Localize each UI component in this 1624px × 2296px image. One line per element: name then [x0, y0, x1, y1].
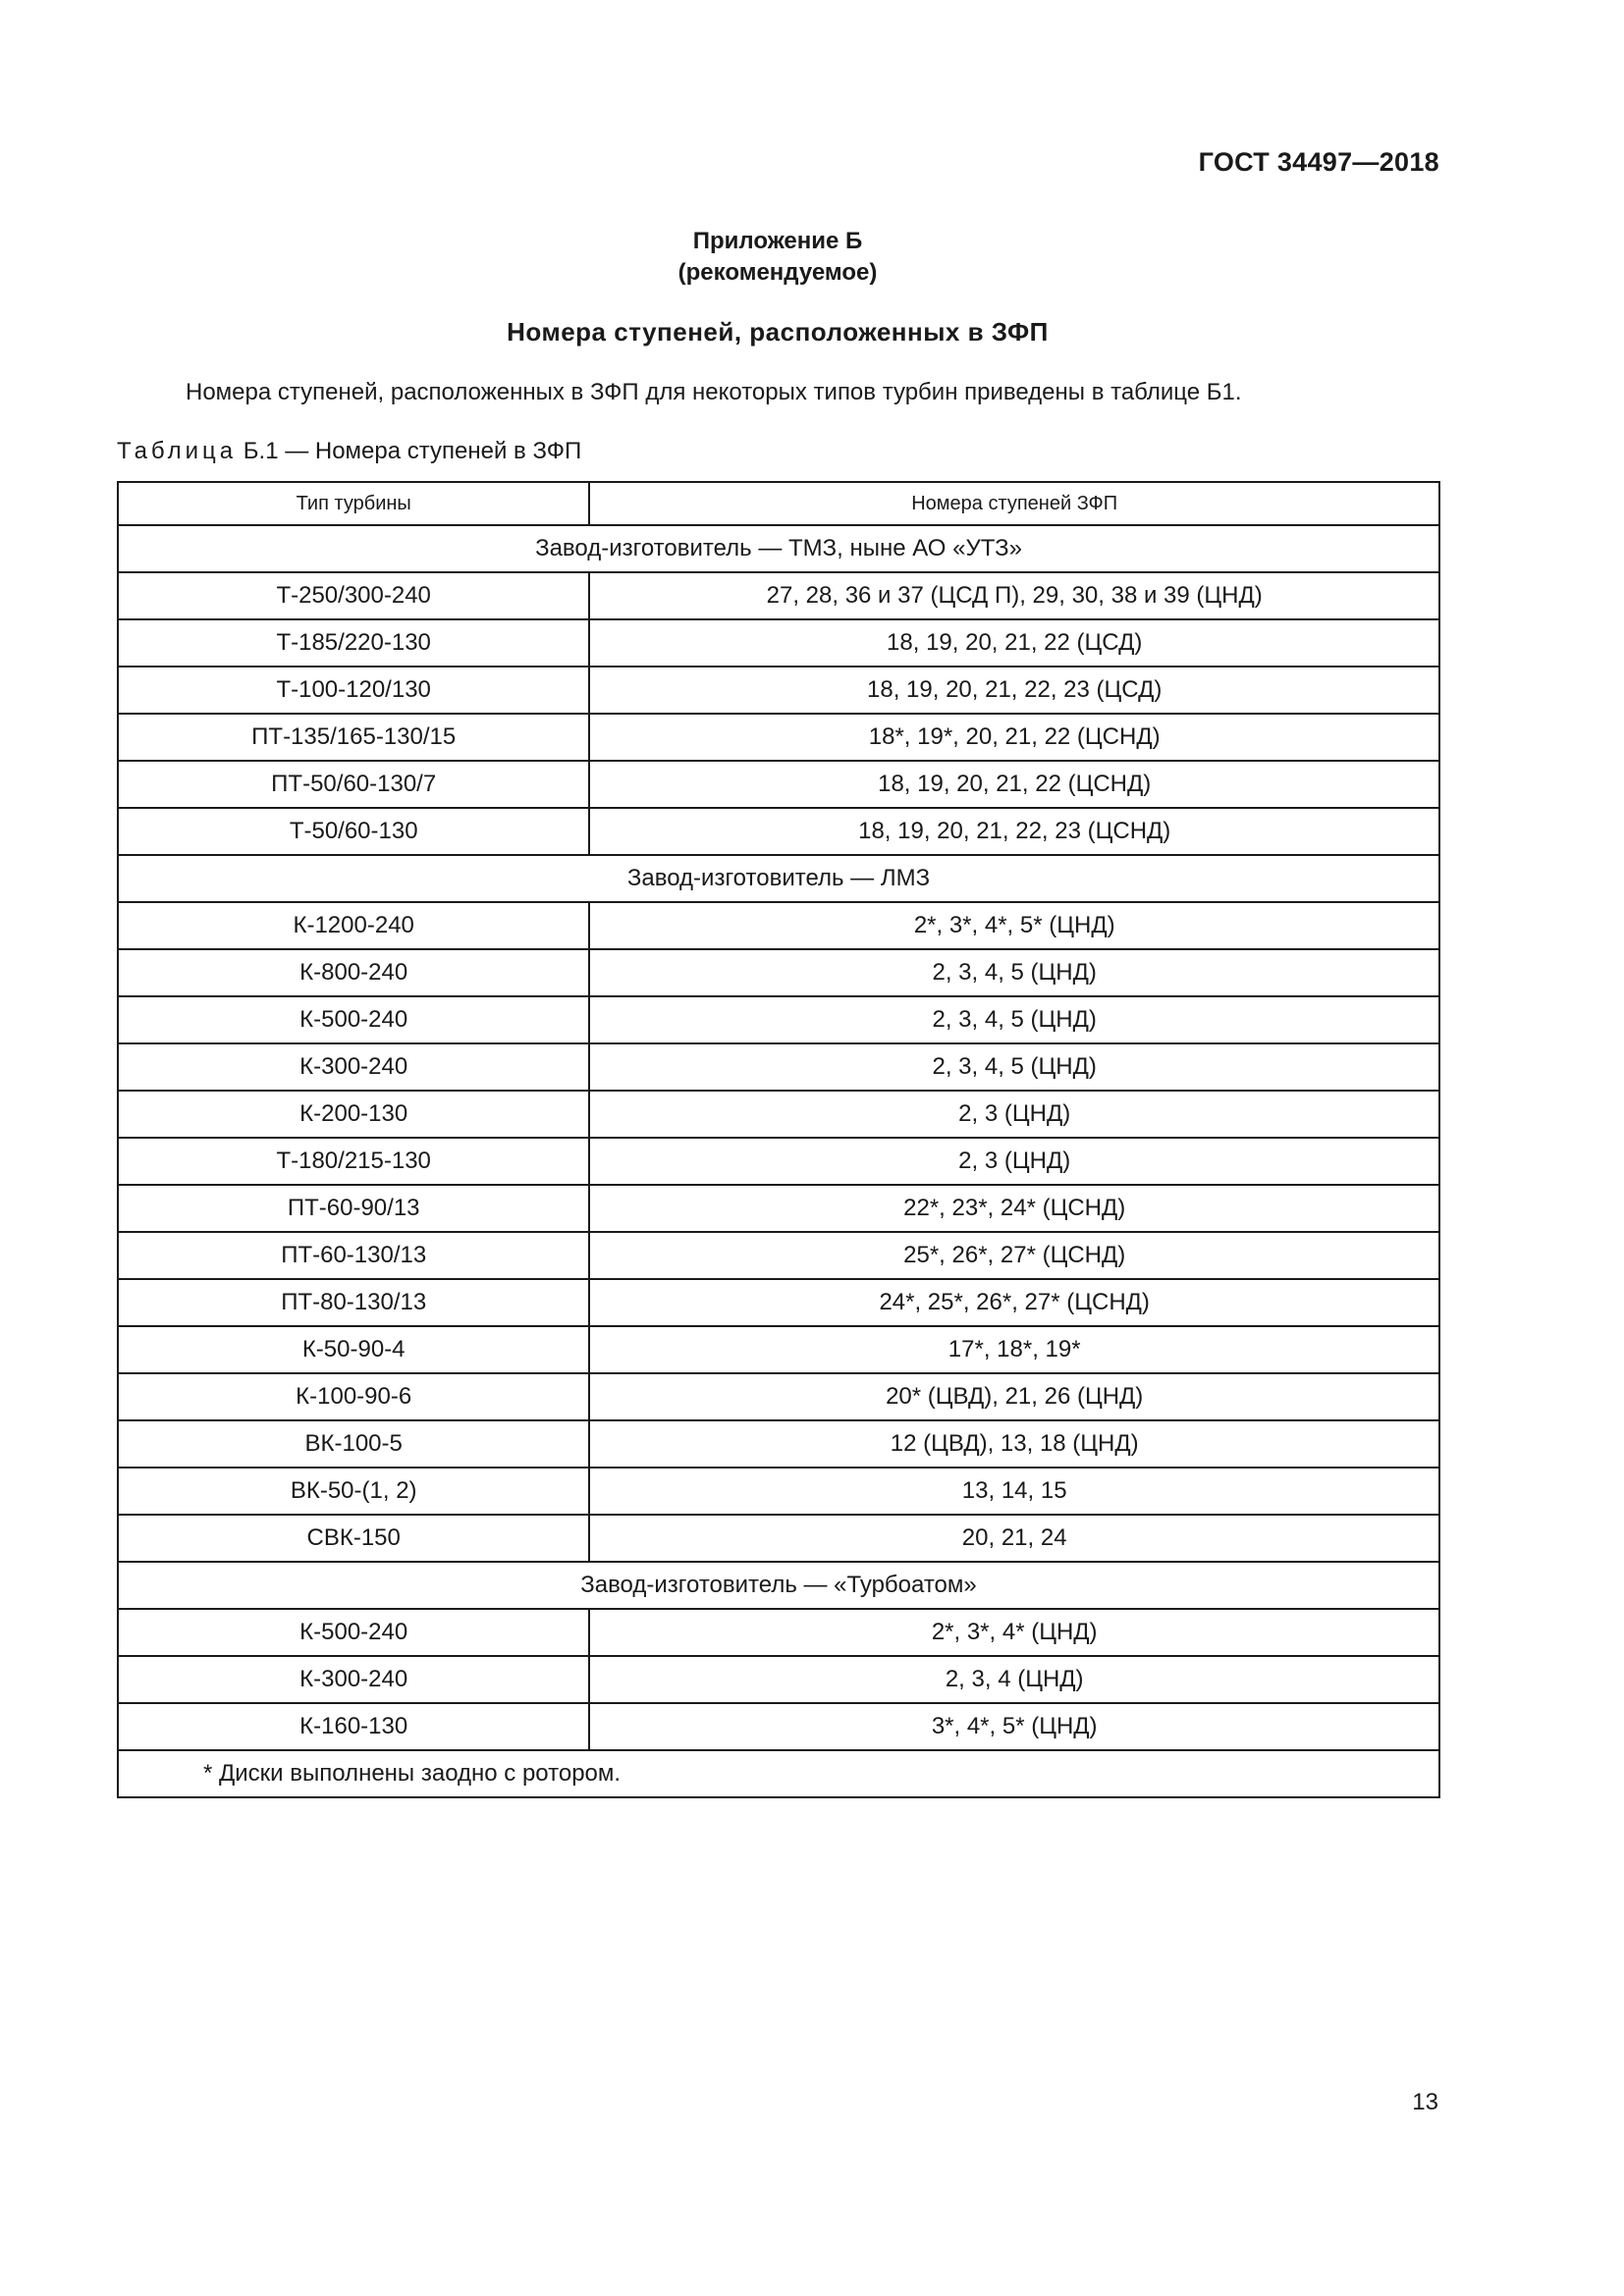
turbine-type-cell: ПТ-60-90/13 — [118, 1185, 589, 1232]
column-header-turbine-type: Тип турбины — [118, 482, 589, 525]
table-row — [118, 1043, 1439, 1091]
turbine-type-cell: К-300-240 — [118, 1656, 589, 1703]
stage-numbers-cell: 2, 3, 4, 5 (ЦНД) — [589, 1043, 1439, 1091]
stage-numbers-cell: 2, 3 (ЦНД) — [589, 1091, 1439, 1138]
manufacturer-group-row — [118, 1562, 1439, 1609]
document-code: ГОСТ 34497—2018 — [1198, 147, 1439, 177]
turbine-type-cell: СВК-150 — [118, 1515, 589, 1562]
table-row — [118, 1326, 1439, 1373]
turbine-type-cell: ПТ-50/60-130/7 — [118, 761, 589, 808]
table-row — [118, 1656, 1439, 1703]
table-row — [118, 1373, 1439, 1420]
stage-numbers-cell: 17*, 18*, 19* — [589, 1326, 1439, 1373]
turbine-type-cell: ВК-50-(1, 2) — [118, 1468, 589, 1515]
stage-numbers-cell: 20, 21, 24 — [589, 1515, 1439, 1562]
stage-numbers-cell: 25*, 26*, 27* (ЦСНД) — [589, 1232, 1439, 1279]
stage-numbers-cell: 20* (ЦВД), 21, 26 (ЦНД) — [589, 1373, 1439, 1420]
appendix-status: (рекомендуемое) — [677, 259, 878, 286]
table-row — [118, 1609, 1439, 1656]
appendix-title: Приложение Б — [692, 228, 863, 254]
table-row — [118, 1468, 1439, 1515]
page-number: 13 — [1412, 2089, 1438, 2115]
stage-numbers-cell: 13, 14, 15 — [589, 1468, 1439, 1515]
turbine-stages-table — [117, 481, 1440, 1798]
turbine-type-cell: К-50-90-4 — [118, 1326, 589, 1373]
turbine-type-cell: Т-100-120/130 — [118, 667, 589, 714]
table-body — [118, 525, 1439, 1797]
stage-numbers-cell: 3*, 4*, 5* (ЦНД) — [589, 1703, 1439, 1750]
stage-numbers-cell: 2, 3, 4 (ЦНД) — [589, 1656, 1439, 1703]
stage-numbers-cell: 24*, 25*, 26*, 27* (ЦСНД) — [589, 1279, 1439, 1326]
table-row — [118, 902, 1439, 949]
stage-numbers-cell: 2, 3 (ЦНД) — [589, 1138, 1439, 1185]
stage-numbers-cell: 22*, 23*, 24* (ЦСНД) — [589, 1185, 1439, 1232]
appendix-block — [0, 226, 1555, 289]
table-caption-prefix: Таблица — [117, 438, 238, 464]
turbine-type-cell: Т-250/300-240 — [118, 572, 589, 619]
turbine-type-cell: К-1200-240 — [118, 902, 589, 949]
column-header-stage-numbers: Номера ступеней ЗФП — [589, 482, 1439, 525]
turbine-type-cell: К-300-240 — [118, 1043, 589, 1091]
stage-numbers-cell: 18, 19, 20, 21, 22, 23 (ЦСД) — [589, 667, 1439, 714]
stage-numbers-cell: 2*, 3*, 4* (ЦНД) — [589, 1609, 1439, 1656]
turbine-type-cell: Т-50/60-130 — [118, 808, 589, 855]
turbine-type-cell: К-500-240 — [118, 1609, 589, 1656]
table-caption — [117, 438, 581, 465]
section-heading: Номера ступеней, расположенных в ЗФП — [507, 317, 1049, 347]
turbine-type-cell: К-200-130 — [118, 1091, 589, 1138]
stage-numbers-cell: 18*, 19*, 20, 21, 22 (ЦСНД) — [589, 714, 1439, 761]
table-row — [118, 1232, 1439, 1279]
manufacturer-name: Завод-изготовитель — ЛМЗ — [118, 855, 1439, 902]
manufacturer-group-row — [118, 525, 1439, 572]
turbine-type-cell: Т-185/220-130 — [118, 619, 589, 667]
turbine-type-cell: К-800-240 — [118, 949, 589, 996]
table-row — [118, 1185, 1439, 1232]
stage-numbers-cell: 18, 19, 20, 21, 22 (ЦСД) — [589, 619, 1439, 667]
table-row — [118, 714, 1439, 761]
manufacturer-name: Завод-изготовитель — «Турбоатом» — [118, 1562, 1439, 1609]
table-row — [118, 667, 1439, 714]
intro-paragraph: Номера ступеней, расположенных в ЗФП для некоторых типов турбин приведены в таблице Б1. — [186, 379, 1242, 405]
stage-numbers-cell: 2*, 3*, 4*, 5* (ЦНД) — [589, 902, 1439, 949]
table-row — [118, 1279, 1439, 1326]
manufacturer-group-row — [118, 855, 1439, 902]
table-row — [118, 1091, 1439, 1138]
table-row — [118, 619, 1439, 667]
table-row — [118, 1138, 1439, 1185]
stage-numbers-cell: 12 (ЦВД), 13, 18 (ЦНД) — [589, 1420, 1439, 1468]
turbine-type-cell: Т-180/215-130 — [118, 1138, 589, 1185]
manufacturer-name: Завод-изготовитель — ТМЗ, ныне АО «УТЗ» — [118, 525, 1439, 572]
table-row — [118, 996, 1439, 1043]
table-header-row — [118, 482, 1439, 525]
table-row — [118, 1703, 1439, 1750]
table-row — [118, 572, 1439, 619]
table-row — [118, 1515, 1439, 1562]
turbine-type-cell: К-500-240 — [118, 996, 589, 1043]
table-caption-title: Б.1 — Номера ступеней в ЗФП — [237, 438, 582, 464]
footnote-row — [118, 1750, 1439, 1797]
turbine-type-cell: К-100-90-6 — [118, 1373, 589, 1420]
table-row — [118, 1420, 1439, 1468]
turbine-type-cell: ПТ-80-130/13 — [118, 1279, 589, 1326]
turbine-type-cell: ПТ-60-130/13 — [118, 1232, 589, 1279]
turbine-type-cell: ПТ-135/165-130/15 — [118, 714, 589, 761]
stage-numbers-cell: 2, 3, 4, 5 (ЦНД) — [589, 996, 1439, 1043]
stage-numbers-cell: 18, 19, 20, 21, 22 (ЦСНД) — [589, 761, 1439, 808]
turbine-type-cell: ВК-100-5 — [118, 1420, 589, 1468]
stage-numbers-cell: 27, 28, 36 и 37 (ЦСД П), 29, 30, 38 и 39 (ЦНД) — [589, 572, 1439, 619]
stage-numbers-cell: 18, 19, 20, 21, 22, 23 (ЦСНД) — [589, 808, 1439, 855]
table-row — [118, 761, 1439, 808]
table-row — [118, 808, 1439, 855]
stage-numbers-cell: 2, 3, 4, 5 (ЦНД) — [589, 949, 1439, 996]
turbine-type-cell: К-160-130 — [118, 1703, 589, 1750]
table-row — [118, 949, 1439, 996]
table-footnote: * Диски выполнены заодно с ротором. — [118, 1750, 1439, 1797]
